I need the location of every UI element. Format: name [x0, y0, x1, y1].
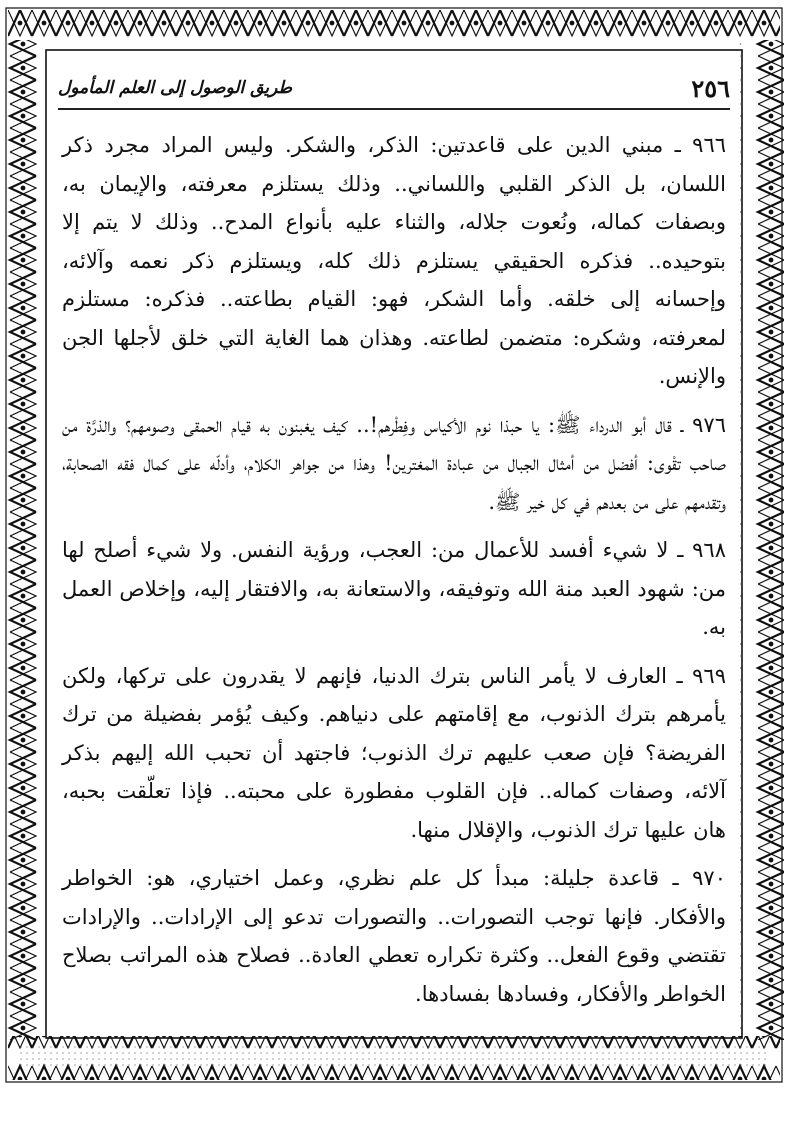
paragraph-976	[62, 406, 726, 522]
paragraph-text: لا شيء أفسد للأعمال من: العجب، ورؤية النفس. ولا شيء أصلح لها من: شهود العبد منة الله وتوفيقه، والاستعانة به، والافتقار إليه، وإخلاص العمل به.	[62, 538, 726, 639]
paragraph-number: ٩٧٠ ـ	[672, 866, 726, 890]
paragraph-text: قاعدة جليلة: مبدأ كل علم نظري، وعمل اختياري، هو: الخواطر والأفكار. فإنها توجب التصورات.. والتصورات تدعو إلى الإرادات.. والإرادات تقتضي وقوع الفعل.. وكثرة تكراره تعطي العادة.. فصلاح هذه المراتب بصلاح الخواطر والأفكار، وفسادها بفسادها.	[62, 866, 726, 1006]
paragraph-number: ٩٧٦ ـ	[680, 412, 726, 437]
running-title: طريق الوصول إلى العلم المأمول	[58, 78, 293, 98]
page-number: ٢٥٦	[691, 74, 730, 103]
paragraph-number: ٩٦٦ ـ	[674, 133, 727, 157]
paragraph-969	[62, 657, 726, 850]
paragraph-970	[62, 859, 726, 1013]
paragraph-text: قال أبو الدرداء ﷺ: يا حبذا نوم الأكياس وفِطْرهم!.. كيف يغبنون به قيام الحمقى وصومهم؟ والذرَّة من صاحب تقْوى: أفضل من أمثال الجبال من عبادة المغترين! وهذا من جواهر الكلام، وأدلّه على كمال فقه الصحابة، وتقدمهم على من بعدهم في كل خير ﷺ.	[62, 412, 726, 514]
paragraph-text: العارف لا يأمر الناس بترك الدنيا، فإنهم لا يقدرون على تركها، ولكن يأمرهم بترك الذنوب، مع إقامتهم على دنياهم. وكيف يُؤمر بفضيلة من ترك الفريضة؟ فإن صعب عليهم ترك الذنوب؛ فاجتهد أن تحبب الله إليهم بذكر آلائه، وصفات كماله.. فإن القلوب مفطورة على محبته.. فإذا تعلّقت بحبه، هان عليها ترك الذنوب، والإقلال منها.	[62, 663, 726, 842]
header-divider	[58, 108, 730, 110]
paragraph-number: ٩٦٨ ـ	[677, 538, 726, 562]
paragraph-968	[62, 531, 726, 647]
paragraph-number: ٩٦٩ ـ	[676, 663, 726, 688]
page-header	[58, 72, 730, 108]
body-text	[62, 126, 726, 1023]
paragraph-966	[62, 126, 726, 396]
paragraph-text: مبني الدين على قاعدتين: الذكر، والشكر. وليس المراد مجرد ذكر اللسان، بل الذكر القلبي واللساني.. وذلك يستلزم معرفته، والإيمان به، وبصفات كماله، ونُعوت جلاله، والثناء عليه بأنواع المدح.. وذلك لا يتم إلا بتوحيده.. فذكره الحقيقي يستلزم ذلك كله، ويستلزم ذكر نعمه وآلائه، وإحسانه إلى خلقه. وأما الشكر، فهو: القيام بطاعته.. فذكره: مستلزم لمعرفته، وشكره: متضمن لطاعته. وهذان هما الغاية التي خلق لأجلها الجن والإنس.	[62, 133, 726, 388]
